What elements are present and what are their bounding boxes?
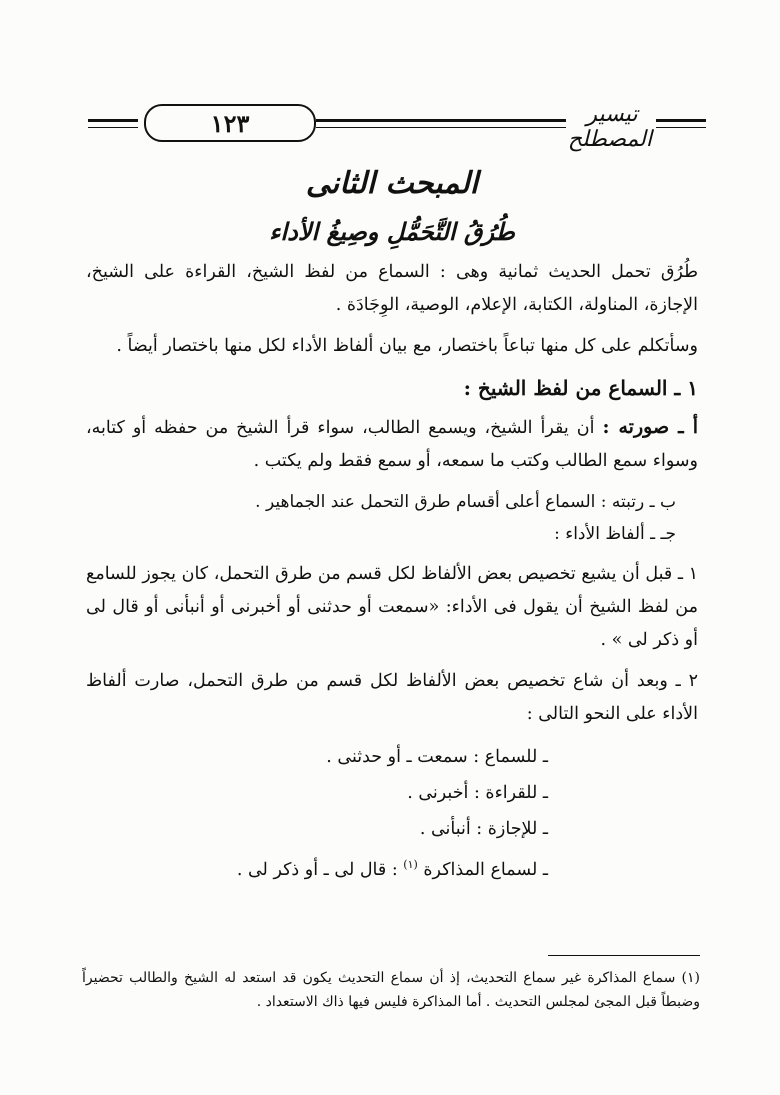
footnote: (١) سماع المذاكرة غير سماع التحديث، إذ أن سماع التحديث يكون قد استعد له الشيخ والطالب تحضيراً وضبطاً قبل المجئ لمجلس التحديث . أما المذاكرة فليس فيها ذاك الاستعداد .	[82, 970, 700, 1010]
mudhakara-text: : قال لى ـ أو ذكر لى .	[236, 859, 398, 880]
header-rule-middle	[316, 119, 566, 128]
header-rule-right	[656, 119, 706, 128]
expression-list-item-mudhakara	[86, 847, 698, 888]
sama-form-text: أن يقرأ الشيخ، ويسمع الطالب، سواء قرأ الشيخ من حفظه أو كتابه، وسواء سمع الطالب وكتب ما سمعه، أو سمع فقط ولم يكتب .	[86, 418, 698, 471]
intro-paragraph: طُرُق تحمل الحديث ثمانية وهى : السماع من لفظ الشيخ، القراءة على الشيخ، الإجازة، المناولة، الكتابة، الإعلام، الوصية، الوِجَادَة .	[86, 262, 698, 315]
section-title: المبحث الثانى	[305, 166, 479, 201]
sama-form-paragraph	[86, 411, 698, 478]
header-rule-left	[88, 119, 138, 128]
footnote-marker[interactable]: (١)	[403, 858, 418, 871]
intro-paragraph-2: وسأتكلم على كل منها تباعاً باختصار، مع بيان ألفاظ الأداء لكل منها باختصار أيضاً .	[116, 336, 698, 356]
section-subtitle: طُرُقُ التَّحَمُّلِ وصِيغُ الأداء	[269, 217, 515, 246]
sama-item-1: ١ ـ قبل أن يشيع تخصيص بعض الألفاظ لكل قسم من طرق التحمل، كان يجوز للسامع من لفظ الشيخ أن يقول فى الأداء: «سمعت أو حدثنى أو أخبرنى أو أنبأنى أو قال لى أو ذكر لى » .	[86, 564, 698, 650]
page-body	[86, 160, 698, 888]
expression-list-item: ـ للقراءة : أخبرنى .	[407, 783, 548, 803]
sama-form-lead: أ ـ صورته :	[602, 416, 698, 438]
page-number: ١٢٣	[144, 104, 316, 142]
expression-list-item: ـ للسماع : سمعت ـ أو حدثنى .	[326, 747, 548, 767]
sama-heading: ١ ـ السماع من لفظ الشيخ :	[463, 376, 698, 400]
sama-expressions-label: جـ ـ ألفاظ الأداء :	[554, 524, 676, 544]
running-title: تيسير المصطلح	[567, 102, 652, 152]
expression-list-item: ـ للإجازة : أنبأنى .	[419, 819, 548, 839]
sama-item-2: ٢ ـ وبعد أن شاع تخصيص بعض الألفاظ لكل قسم من طرق التحمل، صارت ألفاظ الأداء على النحو التالى :	[86, 671, 698, 724]
page-header	[88, 98, 706, 152]
footnote-separator	[548, 955, 700, 956]
mudhakara-label: ـ لسماع المذاكرة	[423, 859, 548, 880]
sama-rank: ب ـ رتبته : السماع أعلى أقسام طرق التحمل عند الجماهير .	[255, 492, 676, 512]
